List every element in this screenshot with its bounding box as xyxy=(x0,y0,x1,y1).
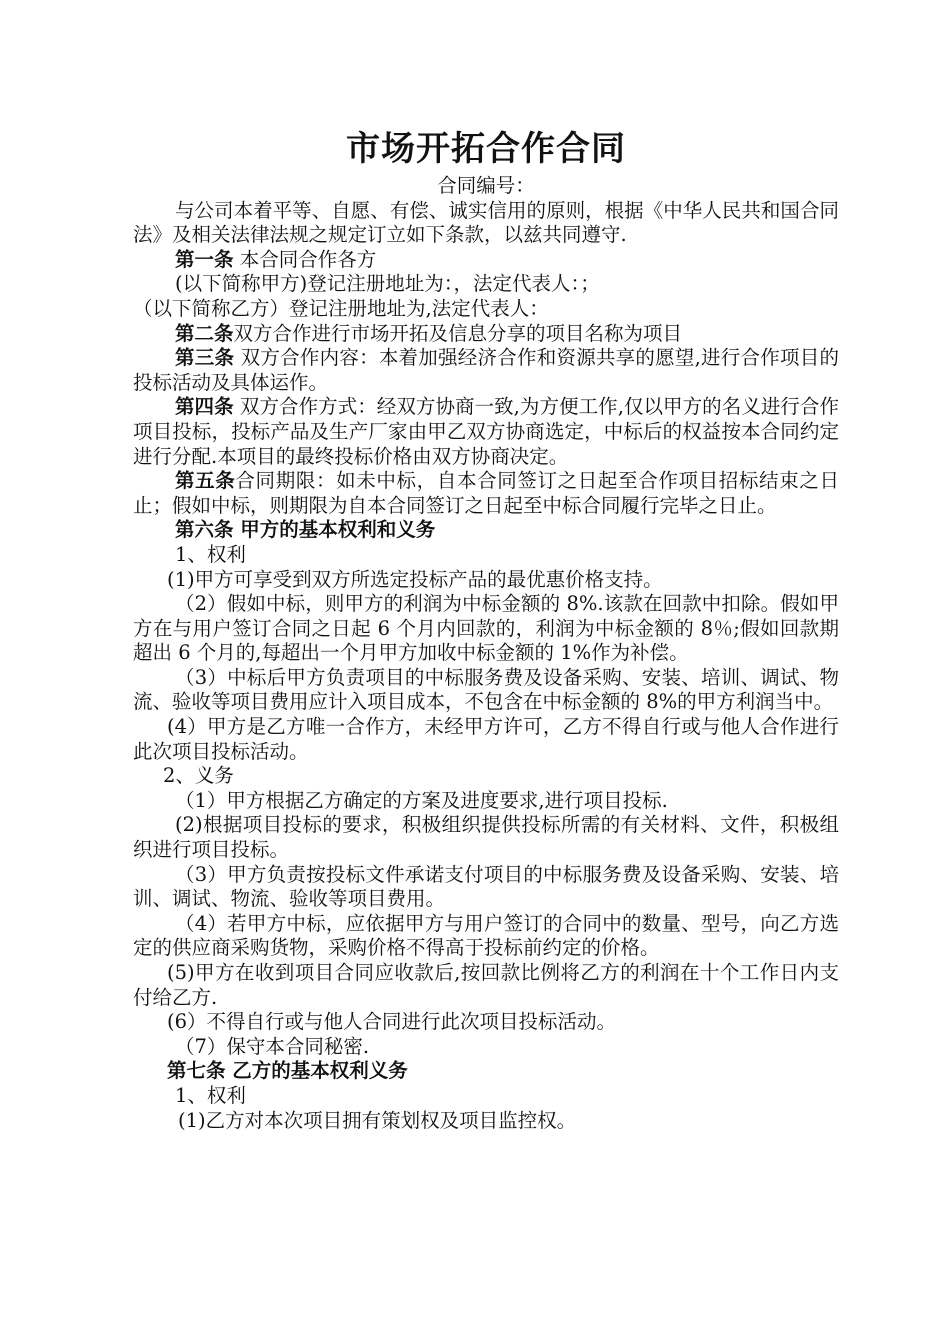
paragraph-text: (1)甲方可享受到双方所选定投标产品的最优惠价格支持。 xyxy=(167,567,663,591)
paragraph-text: 合同期限：如未中标，自本合同签订之日起至合作项目招标结束之日止；假如中标，则期限为自本合同签订之日起至中标合同履行完毕之日止。 xyxy=(133,469,839,517)
contract-paragraph xyxy=(133,297,839,322)
contract-paragraph xyxy=(133,322,839,347)
paragraph-text: 本合同合作各方 xyxy=(233,247,377,271)
article-heading: 第四条 xyxy=(175,395,234,419)
paragraph-text: （4）若甲方中标，应依据甲方与用户签订的合同中的数量、型号，向乙方选定的供应商采购货物，采购价格不得高于投标前约定的价格。 xyxy=(133,911,839,960)
contract-paragraph xyxy=(133,813,839,862)
paragraph-text: （1）甲方根据乙方确定的方案及进度要求,进行项目投标. xyxy=(175,788,668,812)
paragraph-text: 与公司本着平等、自愿、有偿、诚实信用的原则，根据《中华人民共和国合同法》及相关法律法规之规定订立如下条款，以兹共同遵守. xyxy=(133,198,839,247)
paragraph-text: (2)根据项目投标的要求，积极组织提供投标所需的有关材料、文件，积极组织进行项目投标。 xyxy=(133,813,839,862)
paragraph-text: （7）保守本合同秘密. xyxy=(175,1034,370,1058)
contract-page xyxy=(133,128,839,1133)
paragraph-text: 2、义务 xyxy=(163,764,234,788)
contract-paragraph xyxy=(133,1109,839,1134)
contract-paragraph xyxy=(133,789,839,814)
contract-paragraph xyxy=(133,395,839,469)
contract-paragraph xyxy=(133,518,839,543)
contract-paragraph xyxy=(133,912,839,961)
document-title: 市场开拓合作合同 xyxy=(346,129,626,169)
contract-paragraph xyxy=(133,248,839,273)
paragraph-text: (以下简称甲方)登记注册地址为：，法定代表人：； xyxy=(175,272,600,296)
contract-paragraph xyxy=(133,199,839,248)
article-heading: 第七条 乙方的基本权利义务 xyxy=(167,1059,408,1083)
contract-paragraph xyxy=(133,592,839,666)
paragraph-text: （2）假如中标，则甲方的利润为中标金额的 8%.该款在回款中扣除。假如甲方在与用户签订合同之日起 6 个月内回款的，利润为中标金额的 8％;假如回款期超出 6 个月的,每超出一个月甲方加收中标金额的 1%作为补偿。 xyxy=(133,592,839,665)
contract-paragraph xyxy=(133,1010,839,1035)
paragraph-text: (4）甲方是乙方唯一合作方，未经甲方许可，乙方不得自行或与他人合作进行此次项目投标活动。 xyxy=(133,715,839,763)
contract-paragraph xyxy=(133,961,839,1010)
paragraph-text: （3）中标后甲方负责项目的中标服务费及设备采购、安装、培训、调试、物流、验收等项目费用应计入项目成本，不包含在中标金额的 8%的甲方利润当中。 xyxy=(133,665,839,714)
paragraph-text: 双方合作方式：经双方协商一致,为方便工作,仅以甲方的名义进行合作项目投标，投标产品及生产厂家由甲乙双方协商选定，中标后的权益按本合同约定进行分配.本项目的最终投标价格由双方协商决定。 xyxy=(133,395,839,468)
article-heading: 第二条 xyxy=(175,321,234,345)
paragraph-text: (6）不得自行或与他人合同进行此次项目投标活动。 xyxy=(167,1010,617,1034)
paragraph-text: 双方合作内容：本着加强经济合作和资源共享的愿望,进行合作项目的投标活动及具体运作。 xyxy=(133,346,839,394)
contract-paragraph xyxy=(133,863,839,912)
contract-paragraph xyxy=(133,715,839,764)
contract-body xyxy=(133,199,839,1134)
contract-paragraph xyxy=(133,543,839,568)
article-heading: 第一条 xyxy=(175,247,234,271)
contract-number-label: 合同编号： xyxy=(437,174,535,197)
paragraph-text: 1、权利 xyxy=(175,542,246,566)
contract-paragraph xyxy=(133,568,839,593)
contract-paragraph xyxy=(133,666,839,715)
paragraph-text: （3）甲方负责按投标文件承诺支付项目的中标服务费及设备采购、安装、培训、调试、物流、验收等项目费用。 xyxy=(133,862,839,911)
contract-paragraph xyxy=(133,1035,839,1060)
article-heading: 第五条 xyxy=(175,469,236,493)
paragraph-text: （以下简称乙方）登记注册地址为,法定代表人： xyxy=(133,296,549,320)
paragraph-text: 1、权利 xyxy=(175,1083,246,1107)
paragraph-text: (5)甲方在收到项目合同应收款后,按回款比例将乙方的利润在十个工作日内支付给乙方. xyxy=(133,961,839,1009)
contract-paragraph xyxy=(133,272,839,297)
contract-paragraph xyxy=(133,346,839,395)
contract-paragraph xyxy=(133,1084,839,1109)
article-heading: 第三条 xyxy=(175,346,235,370)
contract-paragraph xyxy=(133,1059,839,1084)
paragraph-text: (1)乙方对本次项目拥有策划权及项目监控权。 xyxy=(178,1108,577,1132)
contract-paragraph xyxy=(133,469,839,518)
article-heading: 第六条 甲方的基本权利和义务 xyxy=(175,518,436,542)
paragraph-text: 双方合作进行市场开拓及信息分享的项目名称为项目 xyxy=(233,321,683,345)
contract-paragraph xyxy=(133,764,839,789)
